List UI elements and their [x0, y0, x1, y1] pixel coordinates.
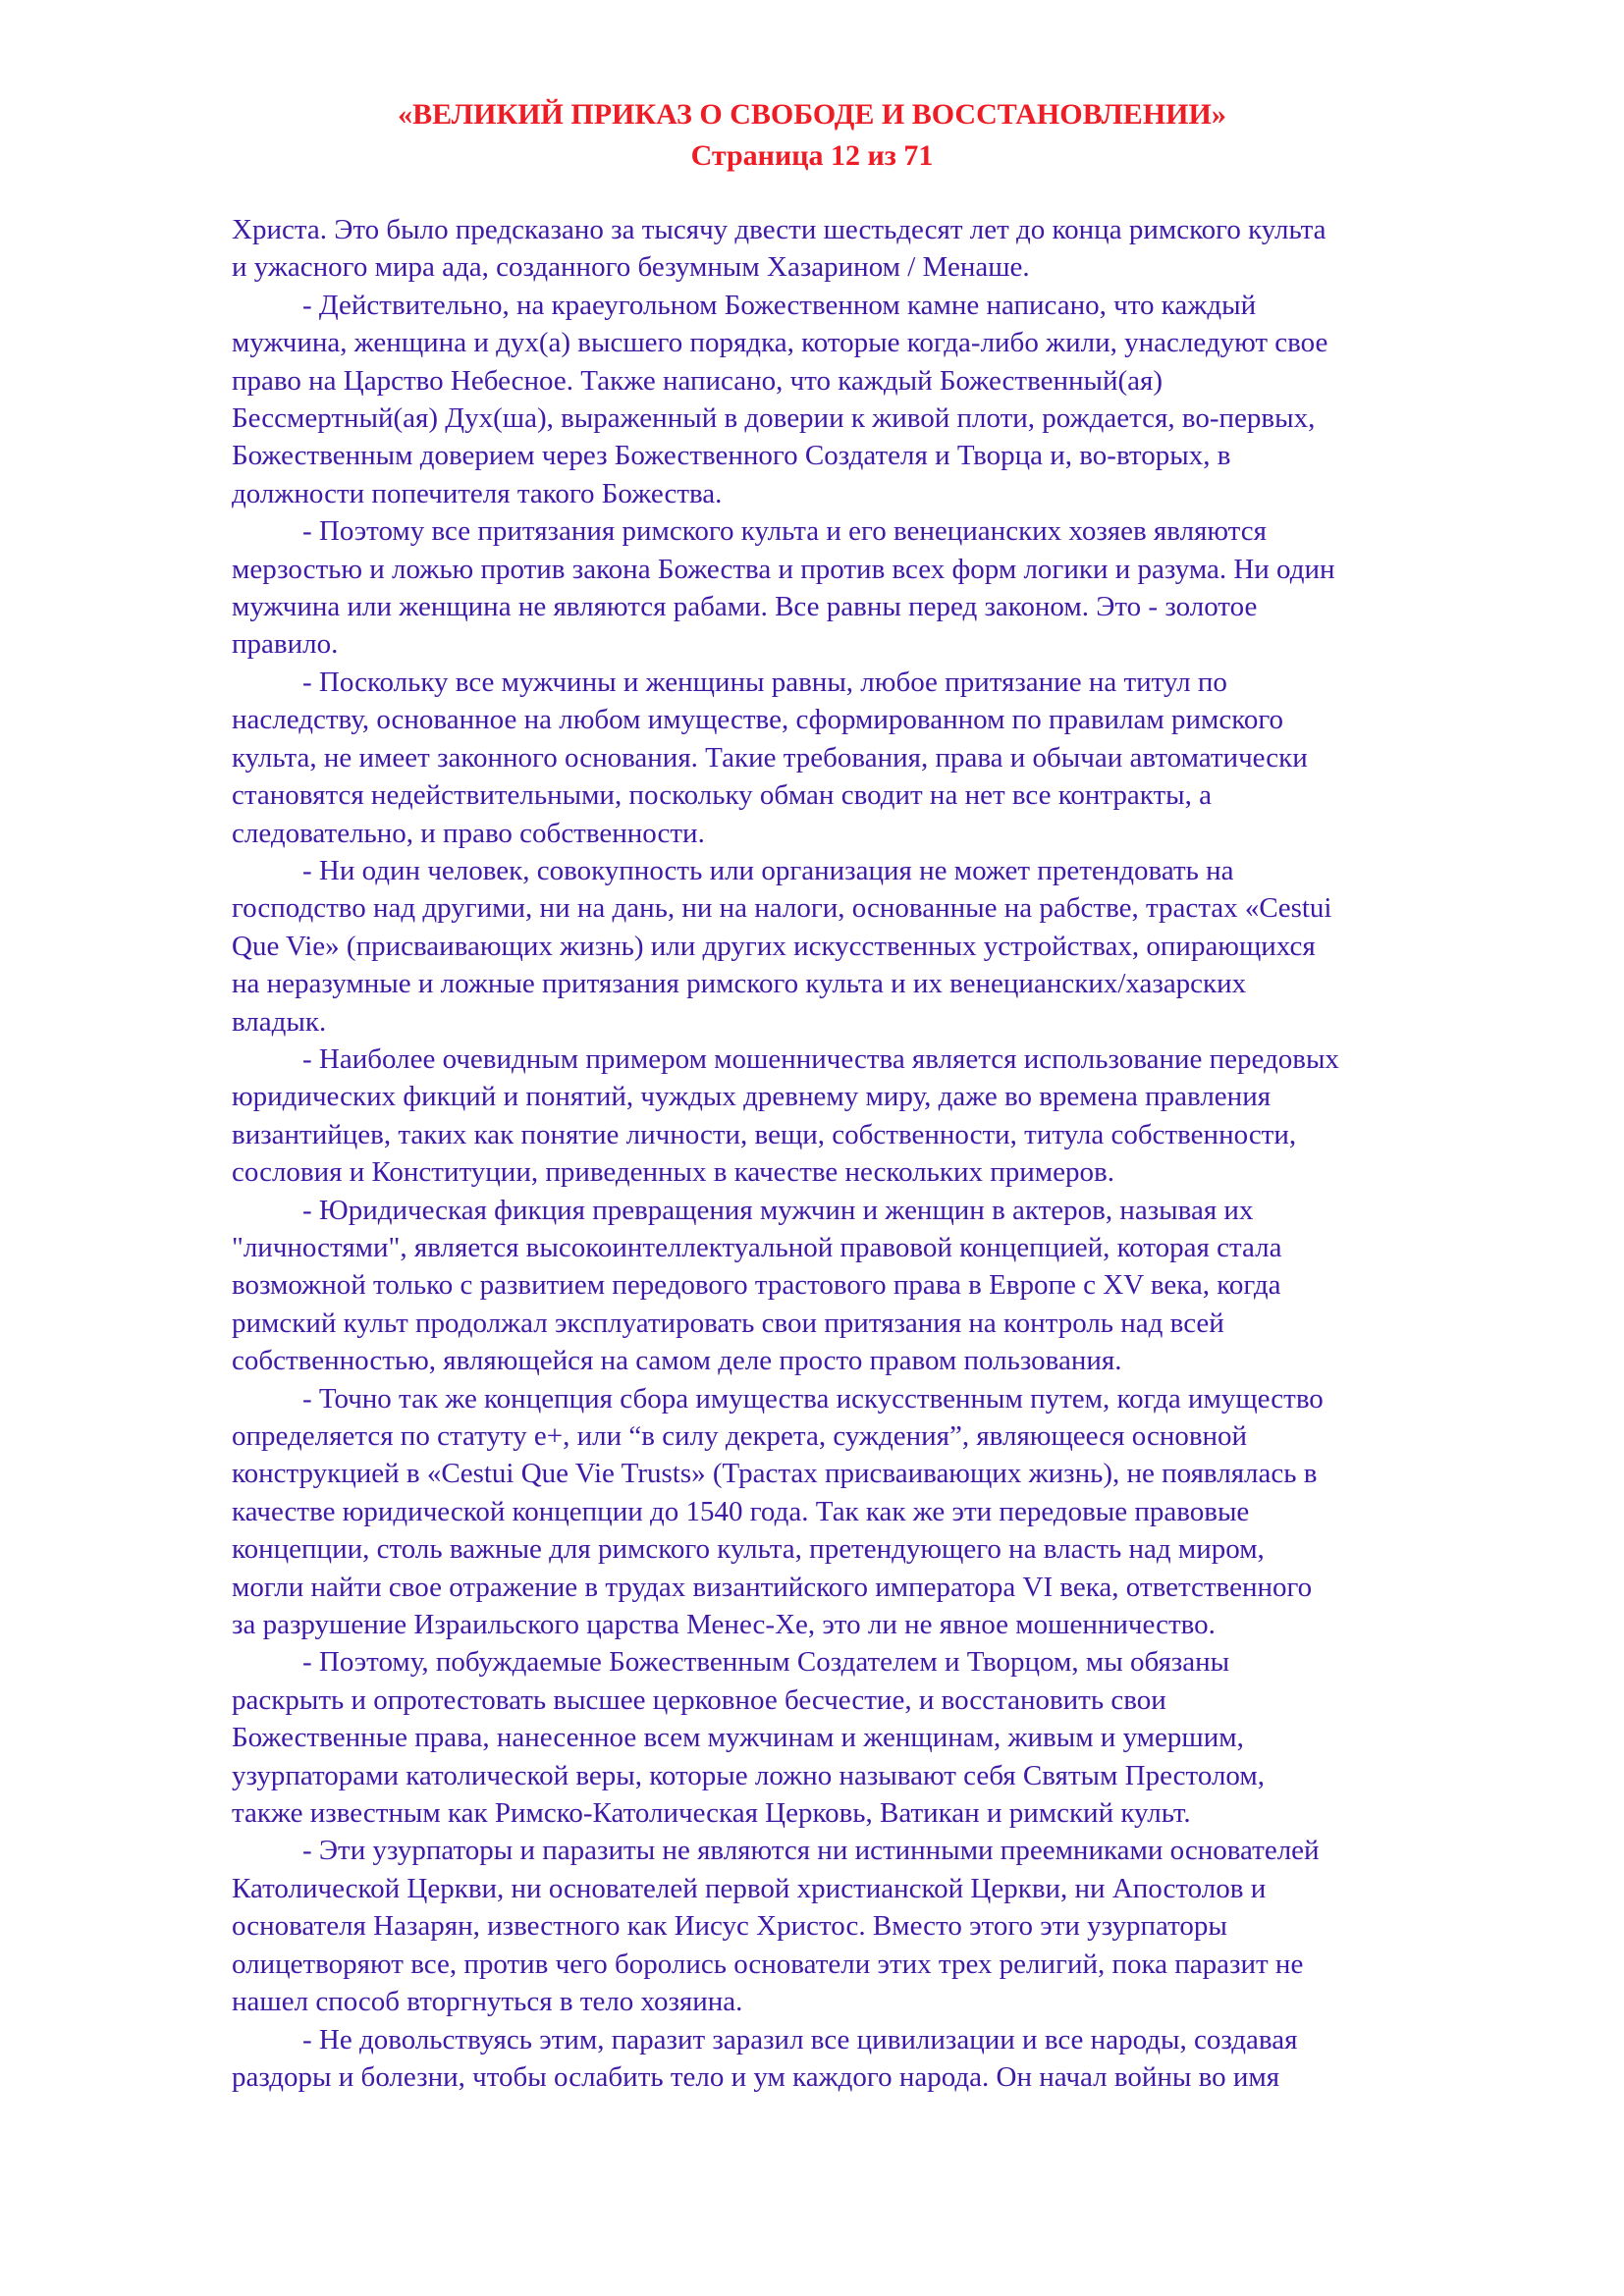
text-line: раскрыть и опротестовать высшее церковное бесчестие, и восстановить свои: [232, 1683, 1166, 1716]
text-line: - Эти узурпаторы и паразиты не являются ни истинными преемниками основателей: [302, 1835, 1320, 1867]
paragraph: [232, 1192, 1528, 1380]
paragraph: [232, 1380, 1528, 1644]
text-line: юридических фикций и понятий, чуждых древнему миру, даже во времена правления: [232, 1081, 1272, 1113]
text-line: качестве юридической концепции до 1540 года. Так как же эти передовые правовые: [232, 1495, 1250, 1527]
text-line: Католической Церкви, ни основателей первой христианской Церкви, ни Апостолов и: [232, 1872, 1267, 1904]
text-line: Божественным доверием через Божественного Создателя и Творца и, во-вторых, в: [232, 440, 1231, 472]
text-line: - Ни один человек, совокупность или организация не может претендовать на: [302, 854, 1234, 886]
text-line: следовательно, и право собственности.: [232, 817, 705, 849]
text-line: на неразумные и ложные притязания римского культа и их венецианских/хазарских: [232, 968, 1247, 1000]
paragraph: [232, 1643, 1528, 1832]
text-line: раздоры и болезни, чтобы ослабить тело и ум каждого народа. Он начал войны во имя: [232, 2060, 1280, 2093]
text-line: мужчина, женщина и дух(а) высшего порядка, которые когда-либо жили, унаследуют свое: [232, 327, 1328, 359]
text-line: культа, не имеет законного основания. Такие требования, права и обычаи автоматически: [232, 741, 1308, 774]
text-line: византийцев, таких как понятие личности, вещи, собственности, титула собственности,: [232, 1118, 1297, 1150]
text-line: за разрушение Израильского царства Менес-Хе, это ли не явное мошенничество.: [232, 1609, 1216, 1641]
text-line: собственностью, являющейся на самом деле просто правом пользования.: [232, 1345, 1122, 1377]
document-body: [232, 211, 1528, 2096]
text-line: - Не довольствуясь этим, паразит заразил все цивилизации и все народы, создавая: [302, 2023, 1298, 2056]
text-line: Que Vie» (присваивающих жизнь) или других искусственных устройствах, опирающихся: [232, 930, 1316, 962]
paragraph: [232, 1041, 1528, 1192]
text-line: "личностями", является высокоинтеллектуальной правовой концепцией, которая стала: [232, 1231, 1282, 1263]
text-line: Божественные права, нанесенное всем мужчинам и женщинам, живым и умершим,: [232, 1722, 1244, 1754]
paragraph: [232, 852, 1528, 1041]
text-line: правило.: [232, 628, 339, 661]
text-line: - Действительно, на краеугольном Божественном камне написано, что каждый: [302, 289, 1257, 321]
text-line: Христа. Это было предсказано за тысячу двести шестьдесят лет до конца римского культа: [232, 214, 1326, 245]
text-line: узурпаторами католической веры, которые ложно называют себя Святым Престолом,: [232, 1759, 1265, 1791]
text-line: римский культ продолжал эксплуатировать свои притязания на контроль над всей: [232, 1307, 1224, 1339]
paragraph: [232, 287, 1528, 512]
text-line: - Юридическая фикция превращения мужчин и женщин в актеров, называя их: [302, 1194, 1254, 1226]
text-line: сословия и Конституции, приведенных в качестве нескольких примеров.: [232, 1156, 1114, 1189]
text-line: Бессмертный(ая) Дух(ша), выраженный в доверии к живой плоти, рождается, во-первых,: [232, 402, 1316, 435]
text-line: олицетворяют все, против чего боролись основатели этих трех религий, пока паразит не: [232, 1948, 1304, 1980]
text-line: нашел способ вторгнуться в тело хозяина.: [232, 1986, 743, 2018]
document-title: «ВЕЛИКИЙ ПРИКАЗ О СВОБОДЕ И ВОССТАНОВЛЕНИИ»: [398, 98, 1226, 131]
text-line: право на Царство Небесное. Также написано, что каждый Божественный(ая): [232, 364, 1164, 397]
text-line: определяется по статуту е+, или “в силу декрета, суждения”, являющееся основной: [232, 1420, 1248, 1452]
paragraph: [232, 211, 1528, 287]
text-line: становятся недействительными, поскольку обман сводит на нет все контракты, а: [232, 779, 1213, 812]
text-line: - Поэтому, побуждаемые Божественным Создателем и Творцом, мы обязаны: [302, 1646, 1230, 1679]
text-line: - Наиболее очевидным примером мошенничества является использование передовых: [302, 1042, 1339, 1075]
paragraph: [232, 2021, 1528, 2097]
text-line: мужчина или женщина не являются рабами. Все равны перед законом. Это - золотое: [232, 591, 1258, 623]
paragraph: [232, 664, 1528, 852]
text-line: должности попечителя такого Божества.: [232, 477, 723, 509]
text-line: - Поскольку все мужчины и женщины равны, любое притязание на титул по: [302, 666, 1227, 698]
text-line: - Поэтому все притязания римского культа и его венецианских хозяев являются: [302, 515, 1267, 548]
paragraph: [232, 512, 1528, 664]
text-line: и ужасного мира ада, созданного безумным Хазарином / Менаше.: [232, 251, 1030, 284]
text-line: господство над другими, ни на дань, ни на налоги, основанные на рабстве, трастах «Cestui: [232, 892, 1332, 925]
paragraph: [232, 1832, 1528, 2020]
text-line: владык.: [232, 1005, 327, 1038]
text-line: мерзостью и ложью против закона Божества и против всех форм логики и разума. Ни один: [232, 553, 1335, 585]
text-line: основателя Назарян, известного как Иисус Христос. Вместо этого эти узурпаторы: [232, 1910, 1227, 1943]
text-line: концепции, столь важные для римского культа, претендующего на власть над миром,: [232, 1533, 1265, 1566]
page-header: [0, 94, 1624, 177]
text-line: могли найти свое отражение в трудах византийского императора VI века, ответственного: [232, 1571, 1313, 1603]
text-line: конструкцией в «Cestui Que Vie Trusts» (Трастах присваивающих жизнь), не появлялась в: [232, 1458, 1318, 1490]
text-line: также известным как Римско-Католическая Церковь, Ватикан и римский культ.: [232, 1797, 1191, 1830]
page-number: Страница 12 из 71: [690, 139, 934, 172]
text-line: - Точно так же концепция сбора имущества искусственным путем, когда имущество: [302, 1382, 1324, 1415]
text-line: наследству, основанное на любом имуществе, сформированном по правилам римского: [232, 704, 1284, 736]
text-line: возможной только с развитием передового трастового права в Европе с XV века, когда: [232, 1269, 1281, 1302]
